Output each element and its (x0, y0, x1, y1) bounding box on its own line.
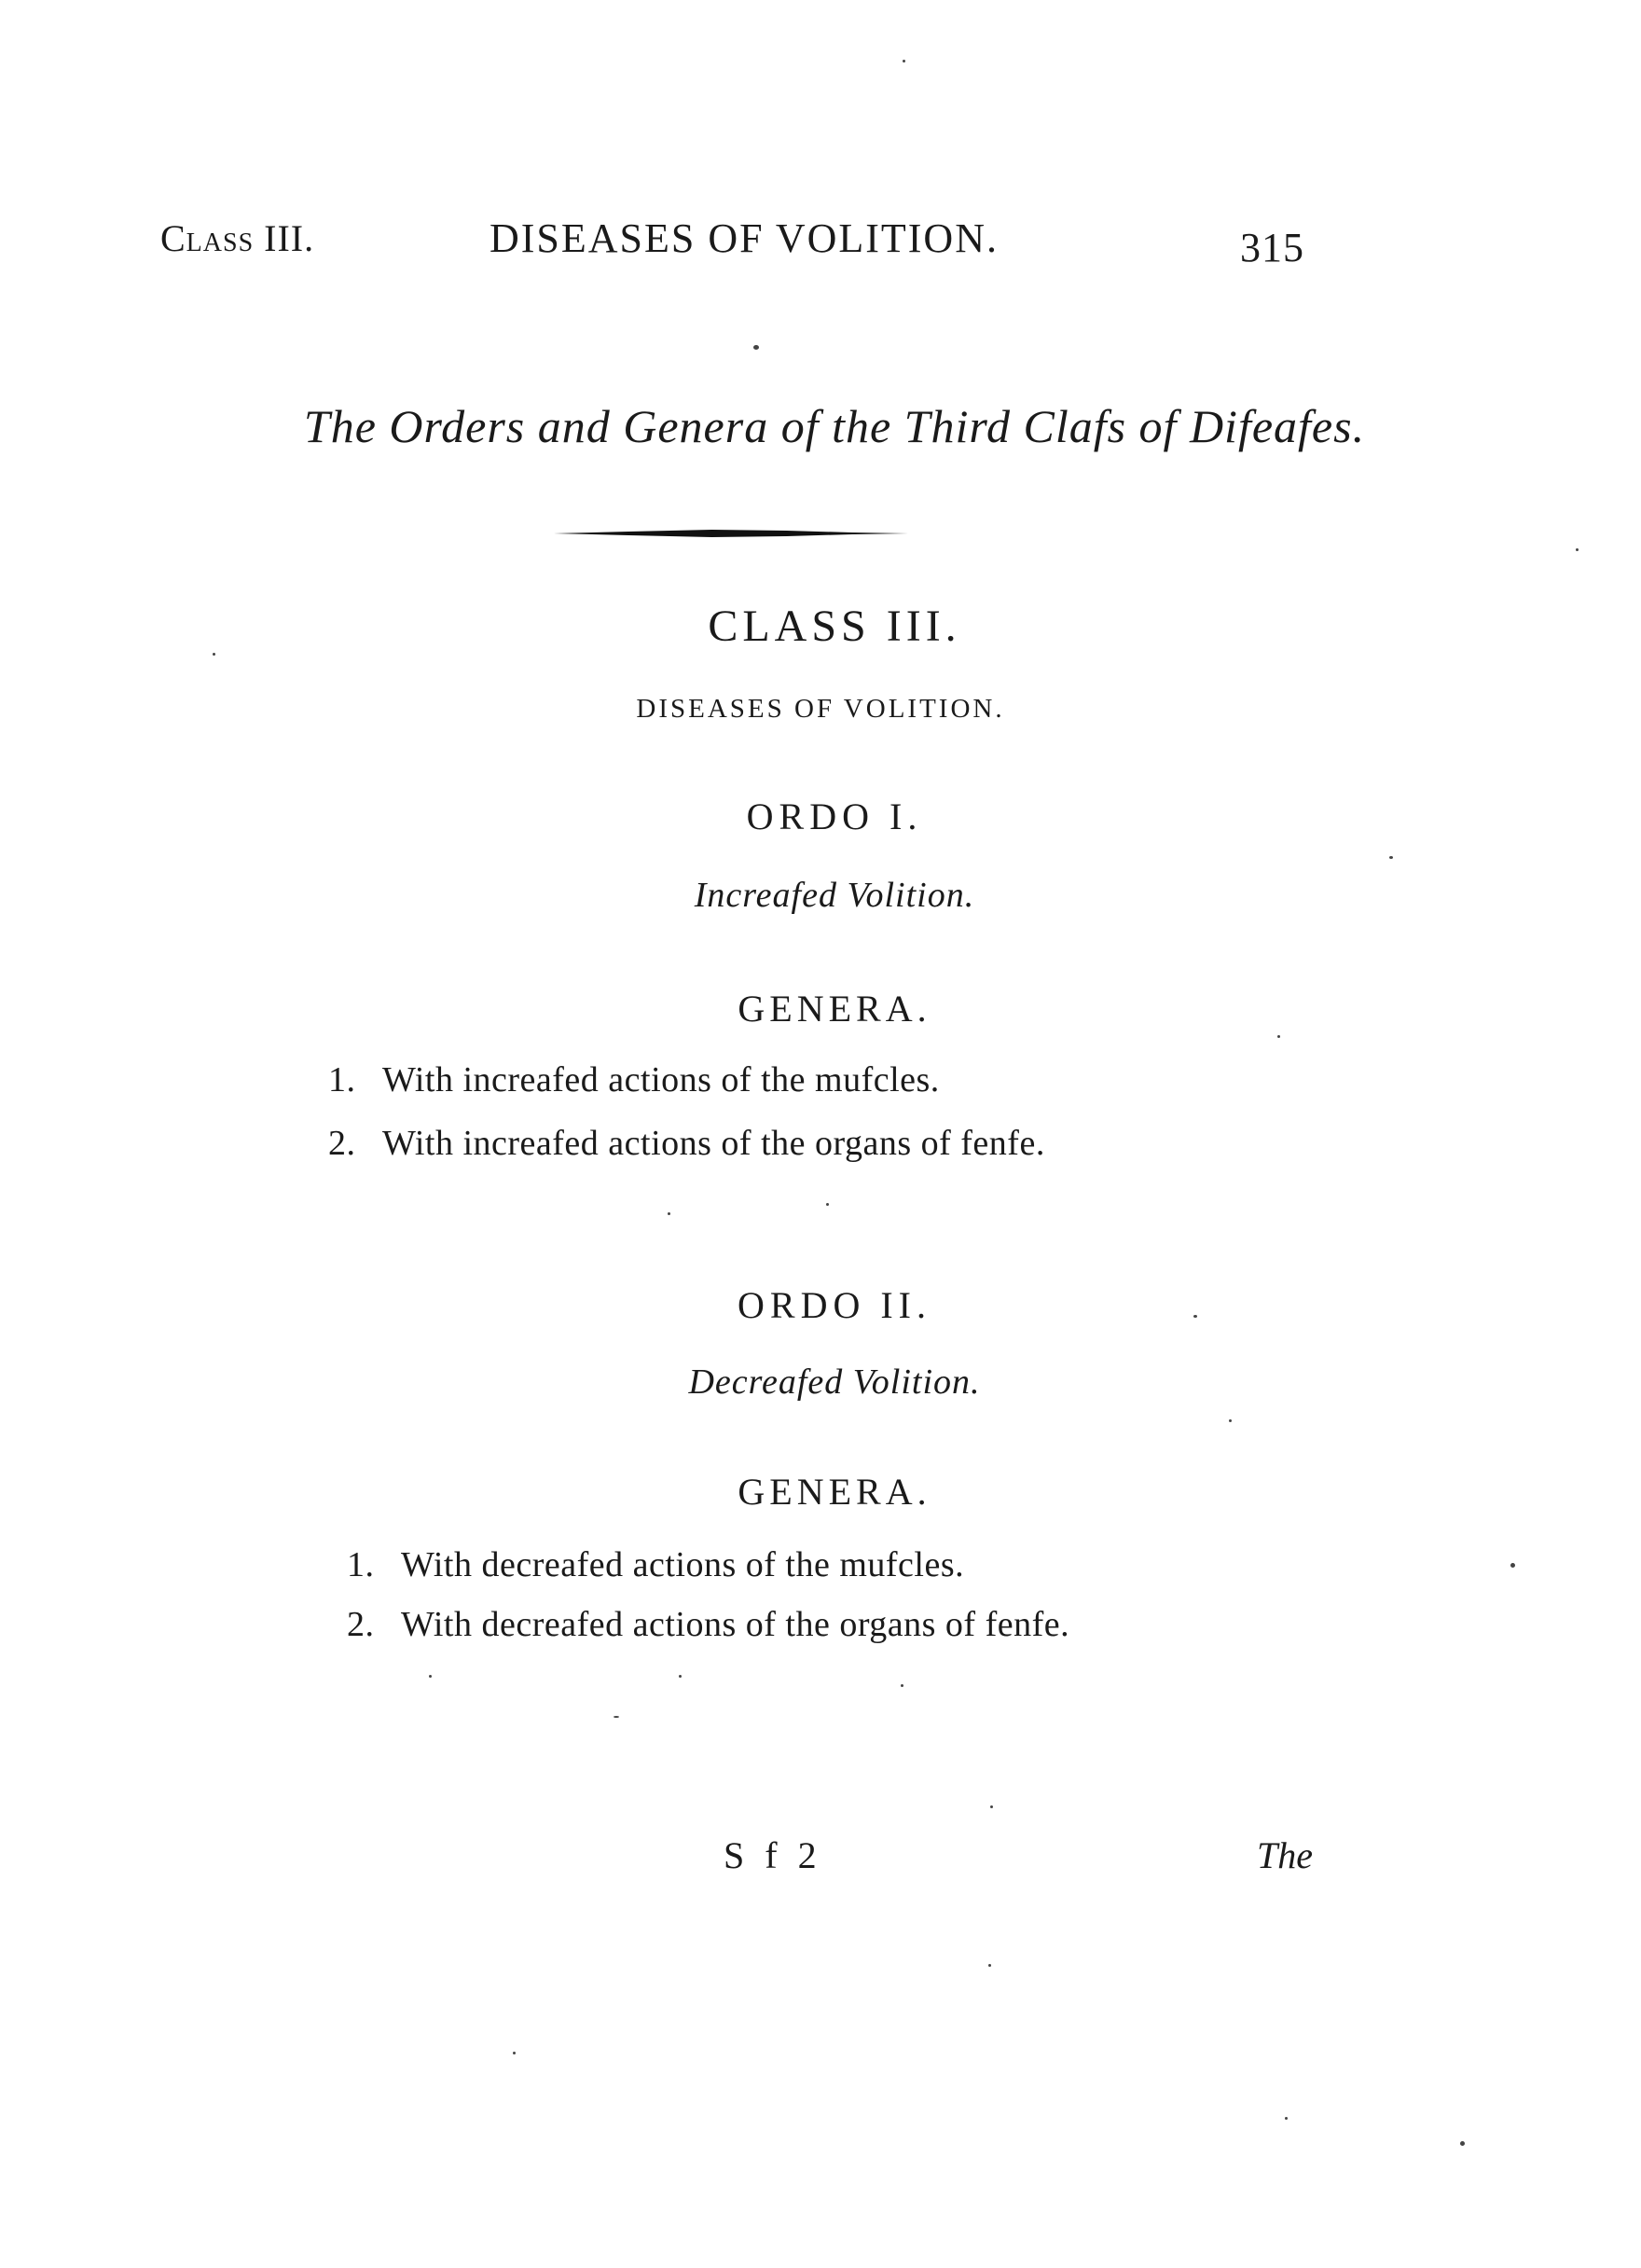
genus-number: 2. (347, 1605, 375, 1644)
running-header-title: DISEASES OF VOLITION. (490, 215, 999, 261)
scan-speck (903, 60, 905, 62)
scan-speck (1277, 1035, 1280, 1038)
scan-speck (1389, 856, 1393, 859)
scan-speck (753, 345, 759, 350)
class-subheading: DISEASES OF VOLITION. (636, 694, 1005, 724)
scan-speck (679, 1675, 682, 1678)
scan-speck (1510, 1563, 1515, 1568)
scan-speck (1193, 1315, 1197, 1318)
order-2-heading: ORDO II. (738, 1284, 931, 1326)
scan-speck (1229, 1419, 1232, 1422)
decorative-rule (554, 529, 908, 538)
order-1-genus-2 (328, 1123, 1045, 1164)
order-2-description: Decreafed Volition. (688, 1362, 981, 1402)
order-2-genus-1 (347, 1544, 964, 1585)
scan-speck (988, 1964, 991, 1967)
scan-speck (513, 2052, 516, 2054)
scan-speck (213, 653, 215, 656)
order-1-heading: ORDO I. (746, 795, 923, 837)
catchword: The (1257, 1834, 1313, 1876)
signature-mark: S f 2 (724, 1834, 822, 1876)
section-title: The Orders and Genera of the Third Clafs of Difeafes. (303, 400, 1366, 452)
order-1-genera-label: GENERA. (738, 988, 931, 1030)
scan-speck (668, 1212, 670, 1215)
scan-speck (1576, 548, 1579, 551)
genus-number: 2. (328, 1124, 356, 1163)
genus-number: 1. (328, 1060, 356, 1099)
order-2-genus-2 (347, 1604, 1069, 1645)
scan-speck (901, 1684, 903, 1687)
class-heading: CLASS III. (708, 602, 961, 651)
scan-speck (429, 1675, 432, 1678)
scan-speck (1460, 2141, 1465, 2146)
running-header-class: Class III. (160, 217, 315, 259)
page-number: 315 (1240, 225, 1304, 270)
genus-text: With increafed actions of the mufcles. (382, 1060, 940, 1099)
scan-speck (826, 1203, 829, 1206)
scan-speck (990, 1805, 993, 1808)
genus-number: 1. (347, 1545, 375, 1584)
genus-text: With increafed actions of the organs of fenfe. (382, 1124, 1045, 1163)
scan-speck (614, 1716, 619, 1718)
order-2-genera-label: GENERA. (738, 1471, 931, 1513)
genus-text: With decreafed actions of the mufcles. (401, 1545, 965, 1584)
genus-text: With decreafed actions of the organs of fenfe. (401, 1605, 1070, 1644)
order-1-genus-1 (328, 1059, 940, 1100)
scan-speck (1285, 2117, 1288, 2120)
order-1-description: Increafed Volition. (694, 876, 975, 915)
